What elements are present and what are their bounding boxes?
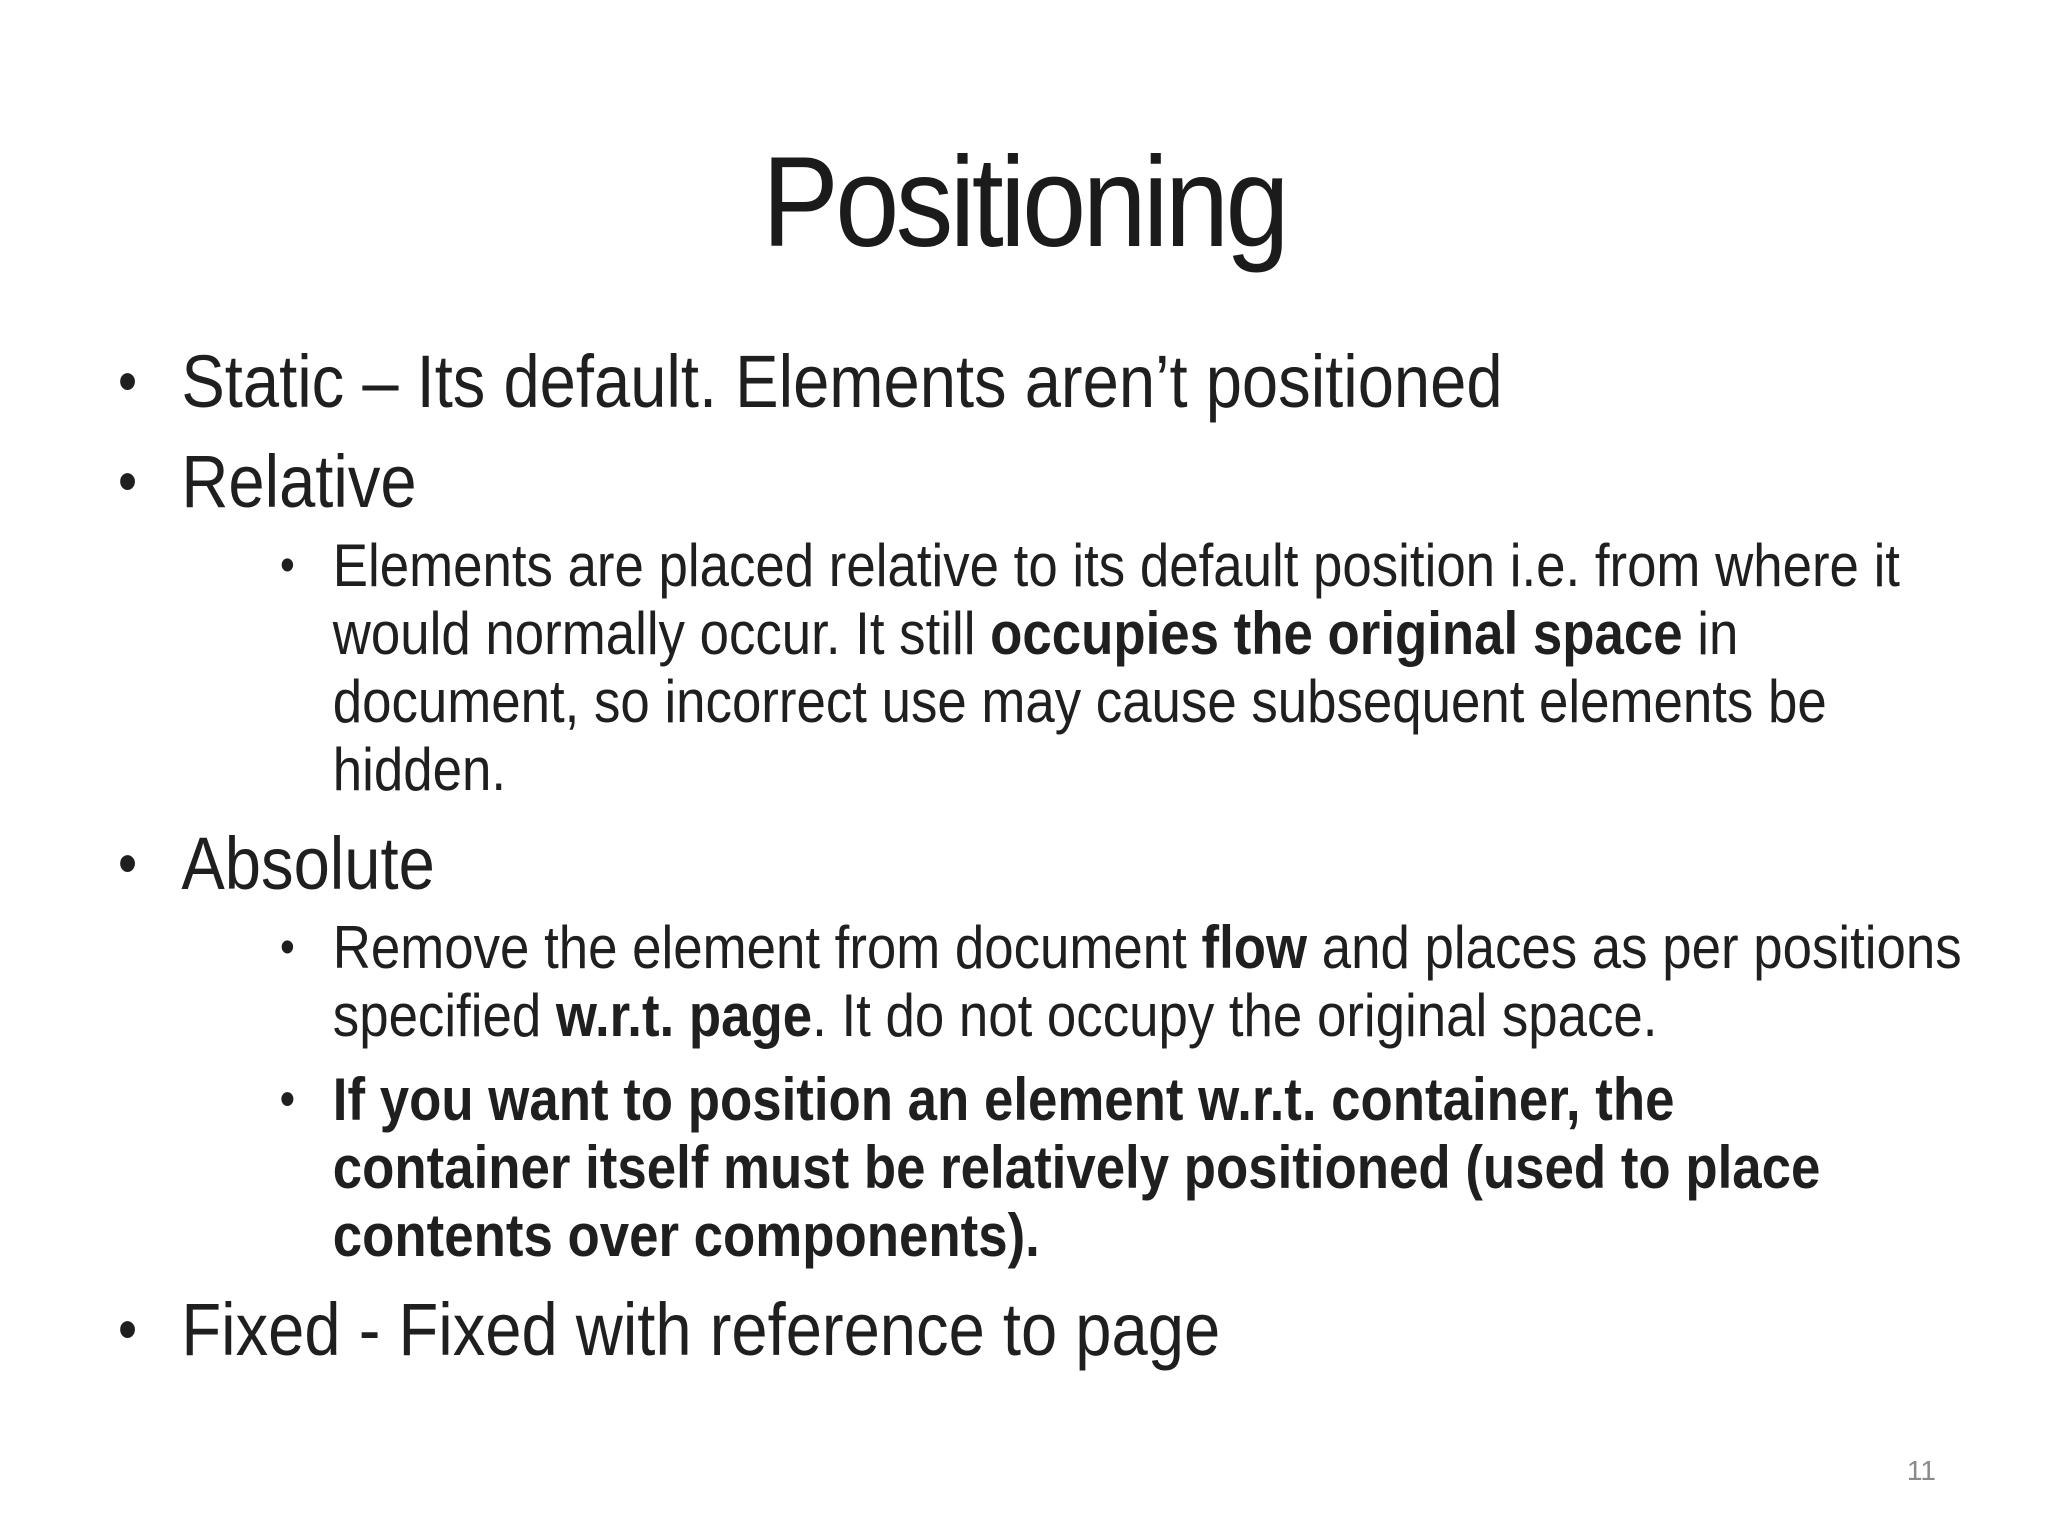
bullet-static-text: Static – Its default. Elements aren’t positioned [181, 340, 1503, 423]
bullet-relative-text: Relative [181, 440, 417, 523]
bullet-icon: • [118, 347, 138, 416]
bullet-fixed-text: Fixed - Fixed with reference to page [181, 1288, 1221, 1371]
bullet-icon: • [118, 1295, 138, 1364]
bullet-relative [118, 432, 1667, 532]
absolute-desc-part3: . It do not occupy the original space. [812, 982, 1658, 1049]
relative-desc-part2: in document, so incorrect use may cause subsequent elements be hidden. [332, 600, 1827, 803]
bullet-list [118, 332, 1962, 1380]
sub-bullet-absolute-container-note [280, 1066, 1908, 1270]
relative-desc-bold: occupies the original space [990, 600, 1683, 667]
absolute-desc-part1: Remove the element from document [332, 914, 1202, 981]
absolute-desc-part2: and places as per positions specified [332, 914, 1962, 1049]
bullet-icon: • [118, 447, 138, 516]
absolute-desc-bold-flow: flow [1201, 914, 1308, 981]
absolute-container-note-text: If you want to position an element w.r.t. container, the container itself must be relatively positioned (used to place contents over components). [332, 1066, 1821, 1269]
bullet-absolute [118, 814, 1667, 914]
bullet-icon: • [118, 829, 138, 898]
sub-bullet-absolute-description [280, 914, 1987, 1050]
sub-bullet-icon: • [280, 1073, 295, 1126]
bullet-absolute-text: Absolute [181, 822, 435, 905]
bullet-static [118, 332, 1667, 432]
bullet-fixed [118, 1280, 1667, 1380]
absolute-desc-bold-page: w.r.t. page [555, 982, 813, 1049]
slide-title: Positioning [762, 131, 1286, 274]
page-number: 11 [1906, 1455, 1936, 1486]
relative-desc-part1: Elements are placed relative to its default position i.e. from where it would normally occur. It still [332, 532, 1900, 667]
sub-bullet-relative-description [280, 532, 1987, 804]
sub-bullet-icon: • [280, 539, 295, 592]
sub-bullet-icon: • [280, 921, 295, 974]
